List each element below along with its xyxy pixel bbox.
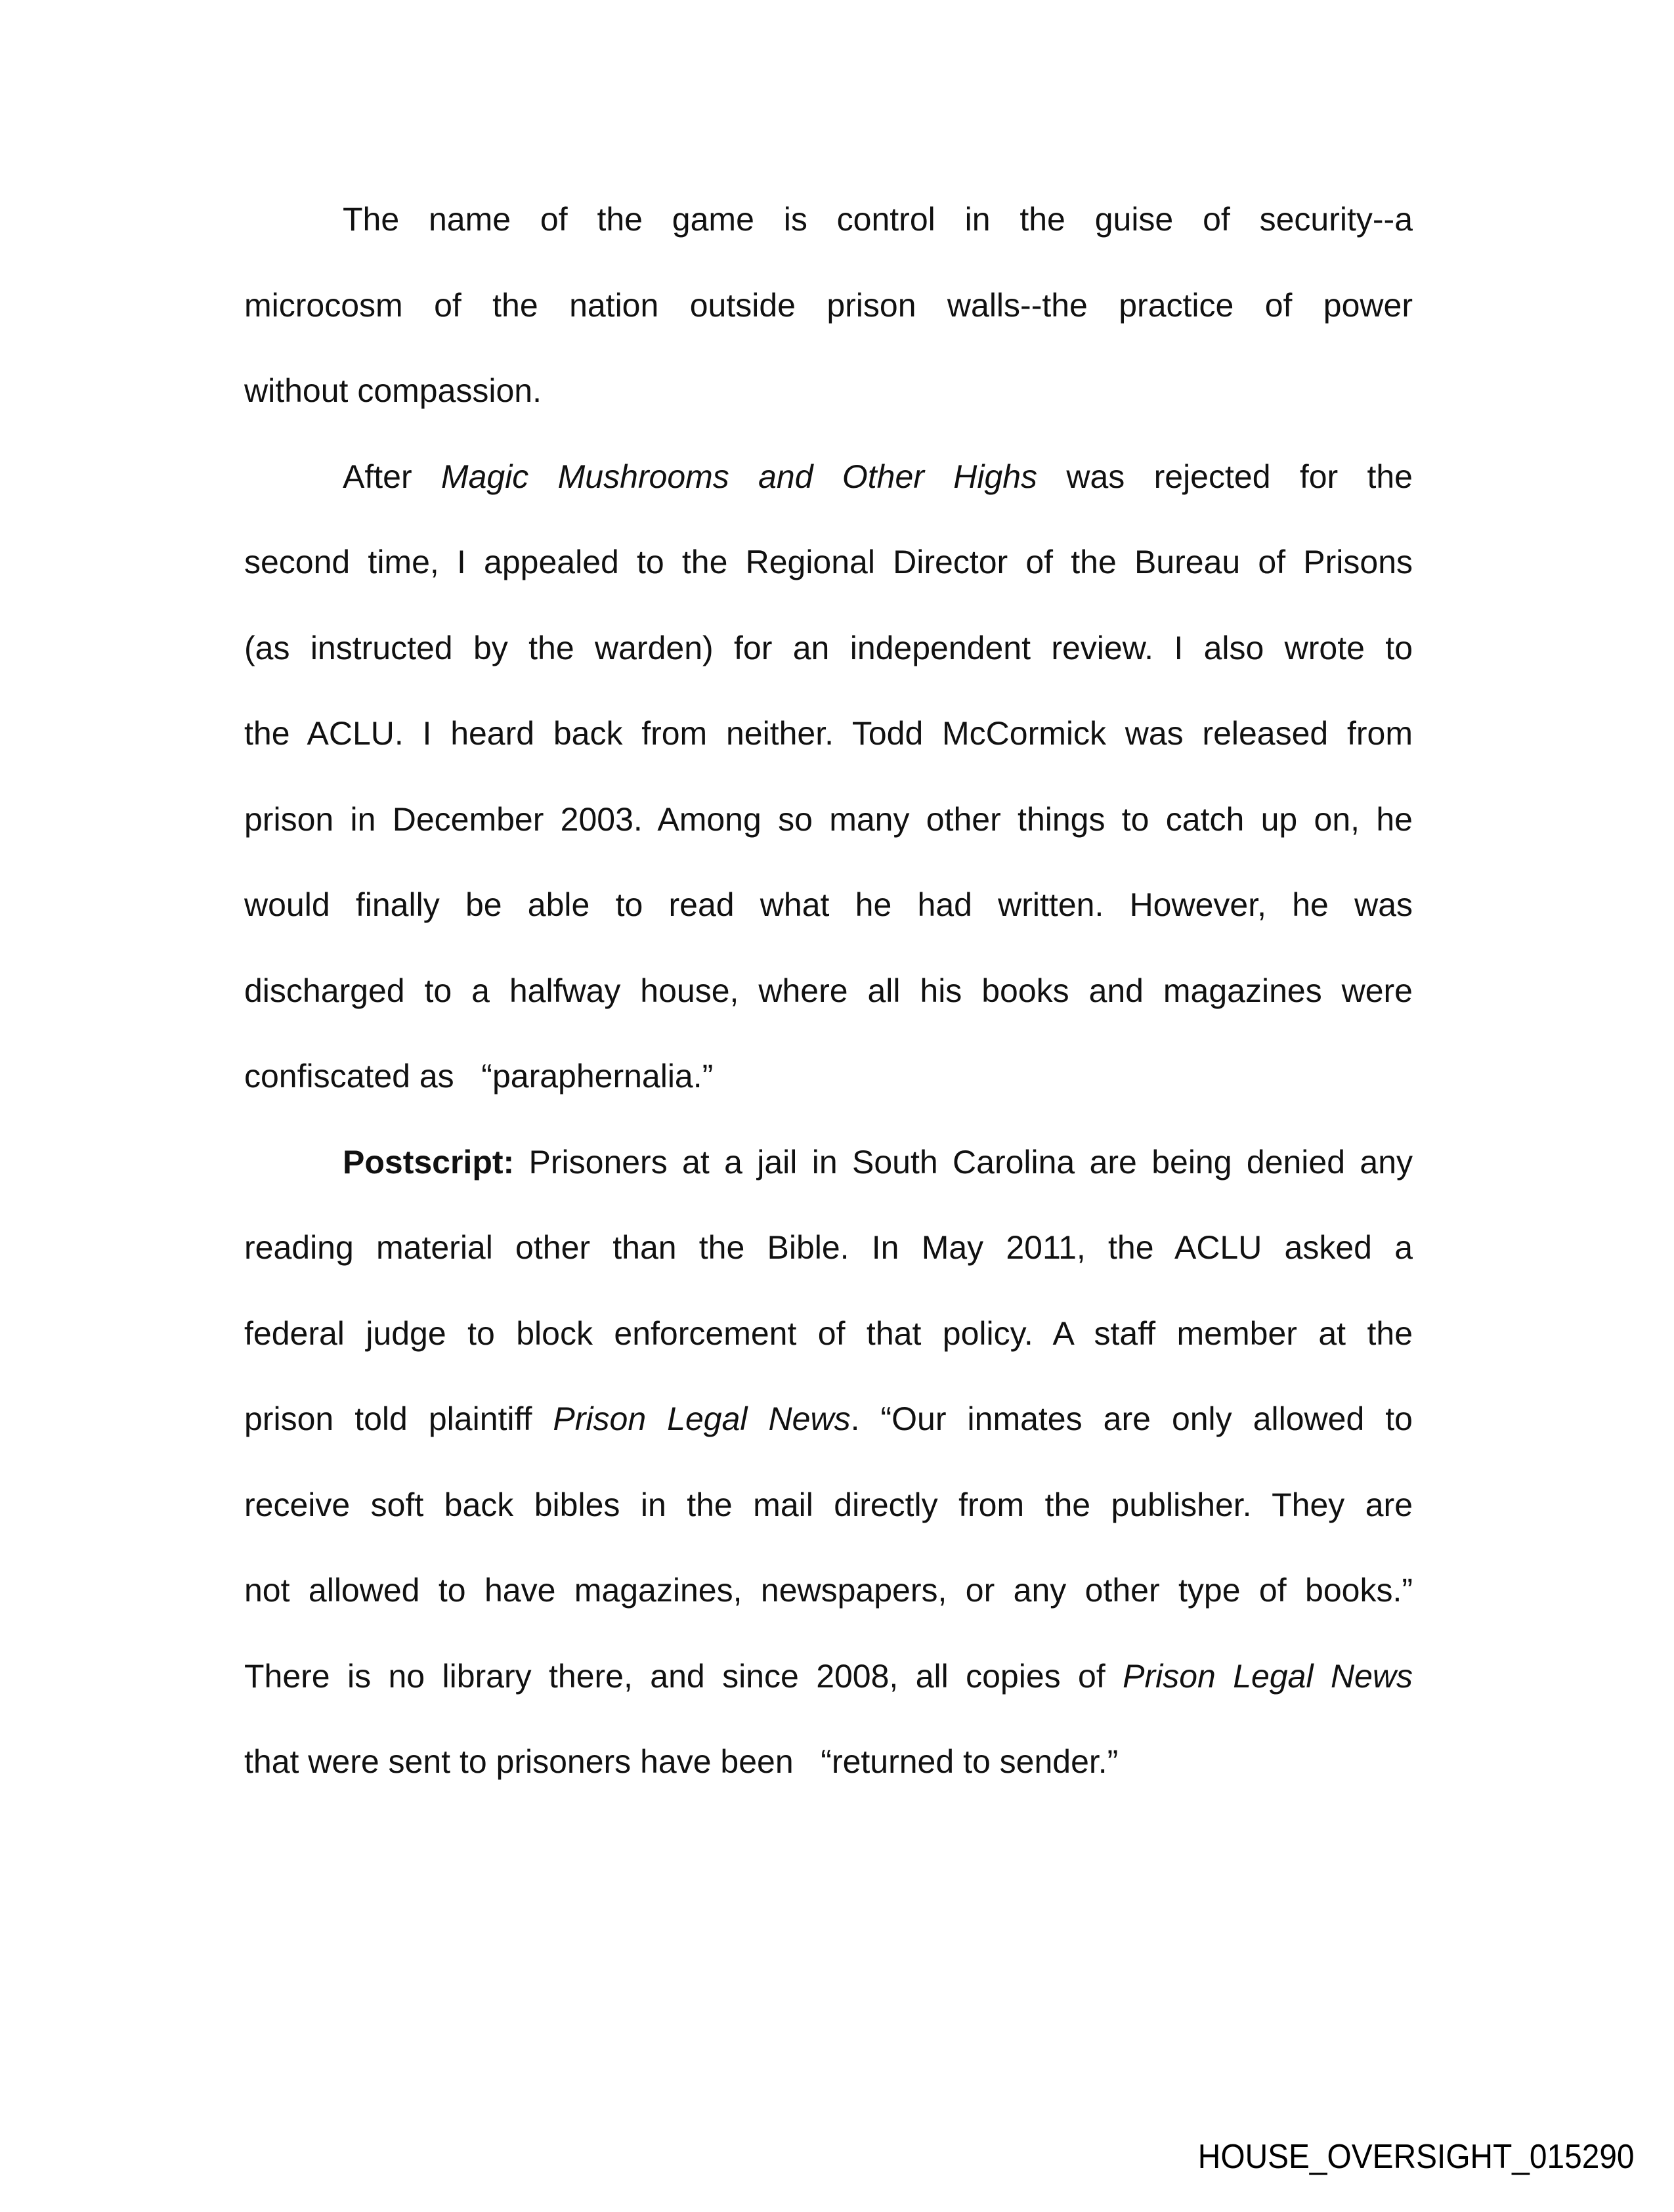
- text-segment: confiscated as “paraphernalia.”: [244, 1058, 714, 1095]
- text-segment: (as instructed by the warden) for an independent review. I also wrote to: [244, 629, 1413, 666]
- bold-label: Postscript:: [343, 1143, 515, 1181]
- text-segment: that were sent to prisoners have been “returned to sender.”: [244, 1743, 1119, 1780]
- italic-title: Prison Legal News: [1123, 1657, 1413, 1695]
- text-line: [244, 1462, 1413, 1548]
- text-segment: not allowed to have magazines, newspapers, or any other type of books.”: [244, 1572, 1413, 1609]
- text-line: [244, 1376, 1413, 1462]
- text-segment: microcosm of the nation outside prison walls--the practice of power: [244, 286, 1413, 324]
- text-segment: discharged to a halfway house, where all his books and magazines were: [244, 972, 1413, 1009]
- text-line: [244, 348, 1413, 434]
- text-line: [244, 434, 1413, 520]
- text-segment: would finally be able to read what he had written. However, he was: [244, 886, 1413, 923]
- text-segment: was rejected for the: [1037, 458, 1413, 495]
- text-line: [244, 1548, 1413, 1634]
- italic-title: Prison Legal News: [553, 1400, 851, 1437]
- text-segment: There is no library there, and since 2008, all copies of: [244, 1657, 1123, 1695]
- text-segment: The name of the game is control in the guise of security--a: [343, 201, 1413, 238]
- text-line: [244, 263, 1413, 349]
- text-line: [244, 1291, 1413, 1377]
- bates-number: HOUSE_OVERSIGHT_015290: [1198, 2138, 1635, 2176]
- text-line: [244, 691, 1413, 777]
- text-segment: the ACLU. I heard back from neither. Todd McCormick was released from: [244, 715, 1413, 752]
- text-segment: receive soft back bibles in the mail directly from the publisher. They are: [244, 1486, 1413, 1523]
- text-line: [244, 777, 1413, 863]
- text-line: [244, 1719, 1413, 1805]
- text-segment: After: [343, 458, 441, 495]
- document-body: [244, 177, 1413, 1805]
- text-segment: reading material other than the Bible. In May 2011, the ACLU asked a: [244, 1229, 1413, 1266]
- text-line: [244, 605, 1413, 691]
- italic-title: Magic Mushrooms and Other Highs: [440, 458, 1038, 495]
- text-line: [244, 1634, 1413, 1720]
- text-segment: prison in December 2003. Among so many other things to catch up on, he: [244, 800, 1413, 838]
- text-line: [244, 1033, 1413, 1119]
- text-line: [244, 177, 1413, 263]
- text-line: [244, 519, 1413, 605]
- text-line: [244, 862, 1413, 948]
- text-segment: prison told plaintiff: [244, 1400, 553, 1437]
- text-line: [244, 948, 1413, 1034]
- text-segment: . “Our inmates are only allowed to: [850, 1400, 1413, 1437]
- text-segment: second time, I appealed to the Regional Director of the Bureau of Prisons: [244, 544, 1413, 580]
- text-line: [244, 1205, 1413, 1291]
- text-segment: Prisoners at a jail in South Carolina are being denied any: [514, 1143, 1413, 1181]
- text-segment: without compassion.: [244, 372, 542, 409]
- text-line: [244, 1119, 1413, 1205]
- text-segment: federal judge to block enforcement of that policy. A staff member at the: [244, 1314, 1413, 1352]
